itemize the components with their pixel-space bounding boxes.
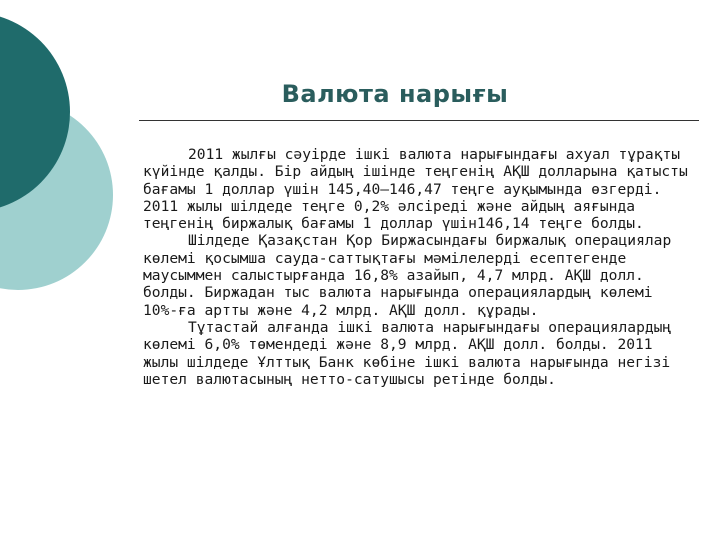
paragraph-2: Шілдеде Қазақстан Қор Биржасындағы биржалық операциялар көлемі қосымша сауда-саттықтағы мәмілелерді есептегенде маусыммен салыстырғанда 16,8% азайып, 4,7 млрд. АҚШ долл. болды. Биржадан тыс валюта нарығында операциялардың көлемі 10%-ға артты және 4,2 млрд. АҚШ долл. құрады. <box>143 232 672 319</box>
paragraph-1: 2011 жылғы сәуірде ішкі валюта нарығындағы ахуал тұрақты күйінде қалды. Бір айдың ішінде теңгенің АҚШ долларына қатысты бағамы 1 доллар үшін 145,40–146,47 теңге ауқымында өзгерді. 2011 жылы шілдеде теңге 0,2% әлсіреді және айдың аяғында теңгенің биржалық бағамы 1 доллар үшін146,14 теңге болды. <box>143 146 688 233</box>
slide-title: Валюта нарығы <box>281 80 509 108</box>
paragraph-3: Тұтастай алғанда ішкі валюта нарығындағы операциялардың көлемі 6,0% төмендеді және 8,9 млрд. АҚШ долл. болды. 2011 жылы шілдеде Ұлттық Банк көбіне ішкі валюта нарығында негізі шетел валютасының нетто-сатушысы ретінде болды. <box>143 318 672 388</box>
title-divider <box>139 120 699 121</box>
slide-body <box>143 146 688 388</box>
decorative-circles <box>0 0 120 300</box>
